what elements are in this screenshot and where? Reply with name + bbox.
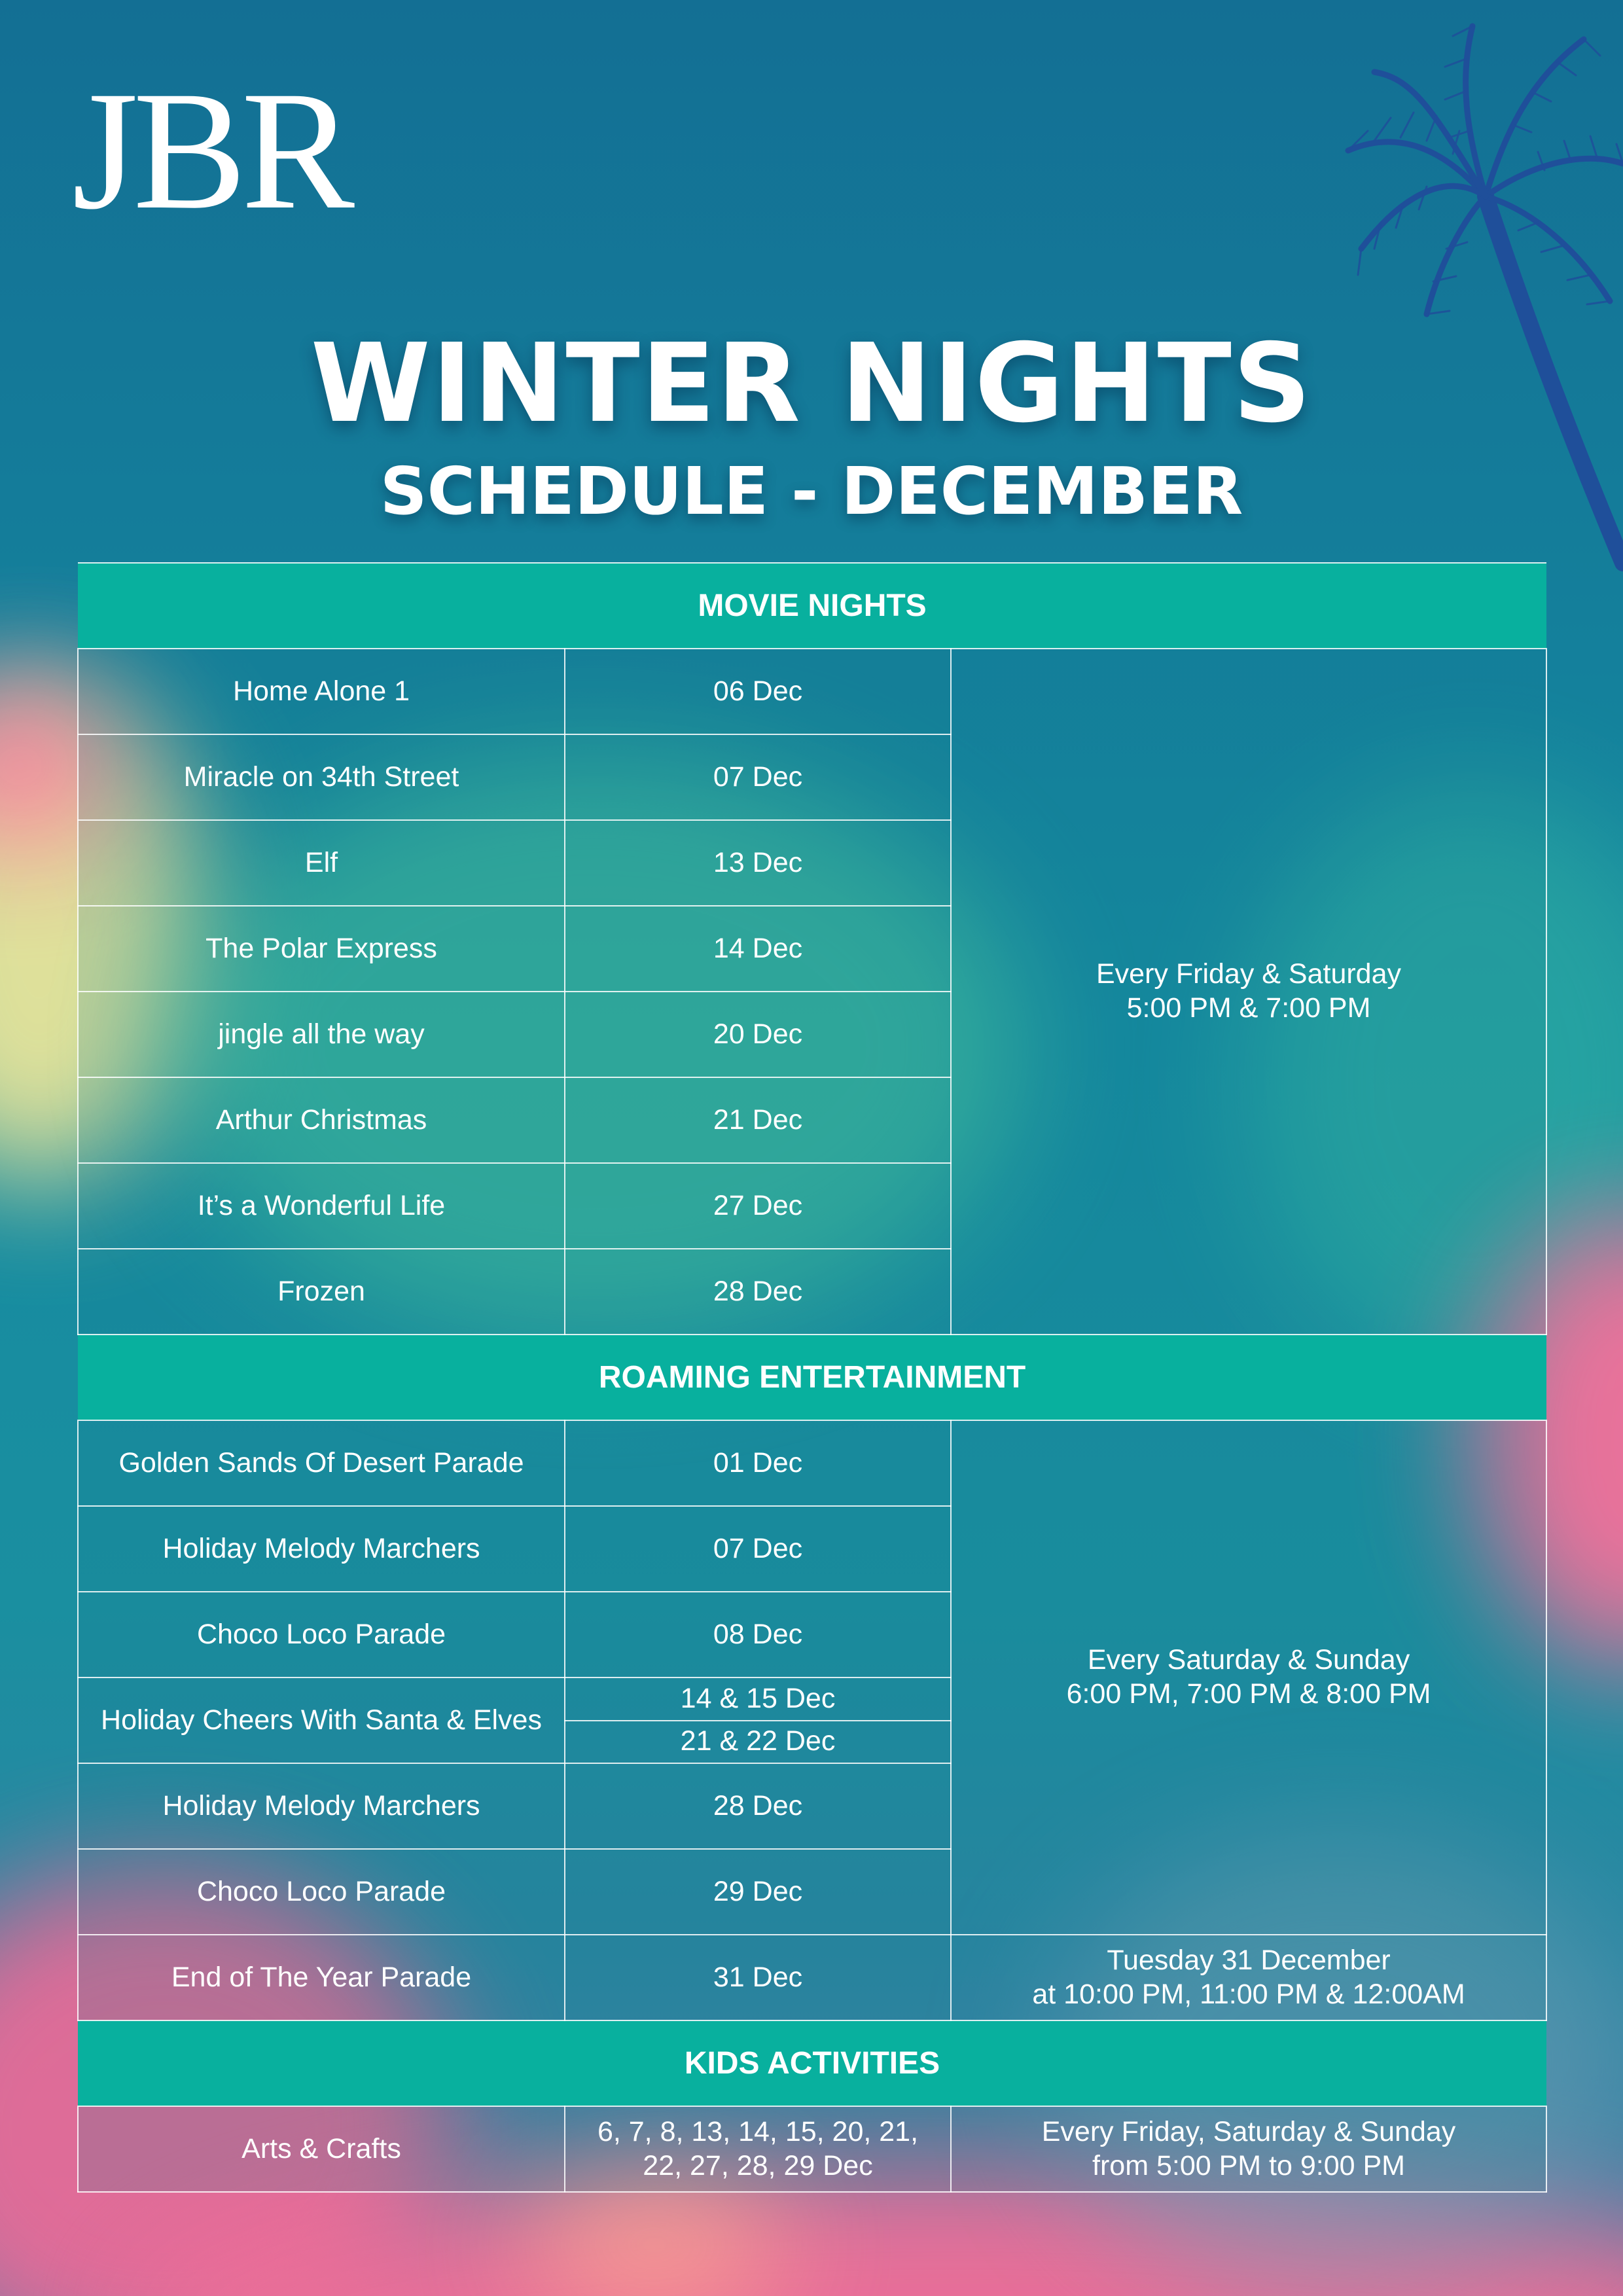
movie-schedule-days: Every Friday & Saturday xyxy=(1096,958,1402,990)
final-parade-day: Tuesday 31 December xyxy=(1107,1944,1391,1976)
movie-title: Home Alone 1 xyxy=(78,649,565,734)
kids-dates-line1: 6, 7, 8, 13, 14, 15, 20, 21, xyxy=(597,2115,919,2147)
schedule-table xyxy=(77,562,1547,2193)
kids-title: Arts & Crafts xyxy=(78,2106,565,2192)
roaming-date: 14 & 15 Dec xyxy=(565,1677,951,1721)
movie-date: 06 Dec xyxy=(565,649,951,734)
kids-dates-line2: 22, 27, 28, 29 Dec xyxy=(643,2149,873,2181)
roaming-date: 01 Dec xyxy=(565,1420,951,1506)
page-subtitle: SCHEDULE - DECEMBER xyxy=(380,453,1243,529)
table-row xyxy=(78,2106,1546,2192)
page-title: WINTER NIGHTS xyxy=(310,321,1313,447)
roaming-date: 07 Dec xyxy=(565,1506,951,1592)
movie-date: 28 Dec xyxy=(565,1249,951,1335)
table-row xyxy=(78,1420,1546,1506)
roaming-schedule xyxy=(951,1420,1546,1935)
final-parade-times: at 10:00 PM, 11:00 PM & 12:00AM xyxy=(1032,1978,1465,2010)
movie-title: The Polar Express xyxy=(78,906,565,992)
roaming-schedule-days: Every Saturday & Sunday xyxy=(1087,1644,1410,1676)
roaming-date: 08 Dec xyxy=(565,1592,951,1677)
movie-title: Elf xyxy=(78,820,565,906)
section-heading-roaming-entertainment: ROAMING ENTERTAINMENT xyxy=(78,1335,1546,1420)
table-row xyxy=(78,649,1546,734)
roaming-date: 29 Dec xyxy=(565,1849,951,1935)
kids-schedule-times: from 5:00 PM to 9:00 PM xyxy=(1092,2149,1405,2181)
roaming-title: Golden Sands Of Desert Parade xyxy=(78,1420,565,1506)
movie-schedule-times: 5:00 PM & 7:00 PM xyxy=(1126,992,1371,1024)
movie-date: 20 Dec xyxy=(565,992,951,1077)
movie-date: 27 Dec xyxy=(565,1163,951,1249)
roaming-title: Holiday Cheers With Santa & Elves xyxy=(78,1677,565,1763)
movie-date: 13 Dec xyxy=(565,820,951,906)
movie-title: Frozen xyxy=(78,1249,565,1335)
final-parade-schedule xyxy=(951,1935,1546,2020)
section-heading-kids-activities: KIDS ACTIVITIES xyxy=(78,2020,1546,2106)
movie-schedule xyxy=(951,649,1546,1335)
roaming-title: Choco Loco Parade xyxy=(78,1849,565,1935)
roaming-date: 31 Dec xyxy=(565,1935,951,2020)
movie-title: Arthur Christmas xyxy=(78,1077,565,1163)
roaming-title: Choco Loco Parade xyxy=(78,1592,565,1677)
table-row xyxy=(78,1935,1546,2020)
roaming-title: Holiday Melody Marchers xyxy=(78,1506,565,1592)
jbr-logo: JBR xyxy=(72,56,350,245)
roaming-date: 21 & 22 Dec xyxy=(565,1721,951,1764)
roaming-schedule-times: 6:00 PM, 7:00 PM & 8:00 PM xyxy=(1066,1678,1431,1710)
kids-dates xyxy=(565,2106,951,2192)
movie-title: It’s a Wonderful Life xyxy=(78,1163,565,1249)
movie-date: 21 Dec xyxy=(565,1077,951,1163)
kids-schedule xyxy=(951,2106,1546,2192)
section-heading-movie-nights: MOVIE NIGHTS xyxy=(78,563,1546,649)
movie-date: 14 Dec xyxy=(565,906,951,992)
kids-schedule-days: Every Friday, Saturday & Sunday xyxy=(1041,2115,1456,2147)
roaming-title: End of The Year Parade xyxy=(78,1935,565,2020)
roaming-title: Holiday Melody Marchers xyxy=(78,1763,565,1849)
movie-title: Miracle on 34th Street xyxy=(78,734,565,820)
movie-date: 07 Dec xyxy=(565,734,951,820)
movie-title: jingle all the way xyxy=(78,992,565,1077)
roaming-date: 28 Dec xyxy=(565,1763,951,1849)
